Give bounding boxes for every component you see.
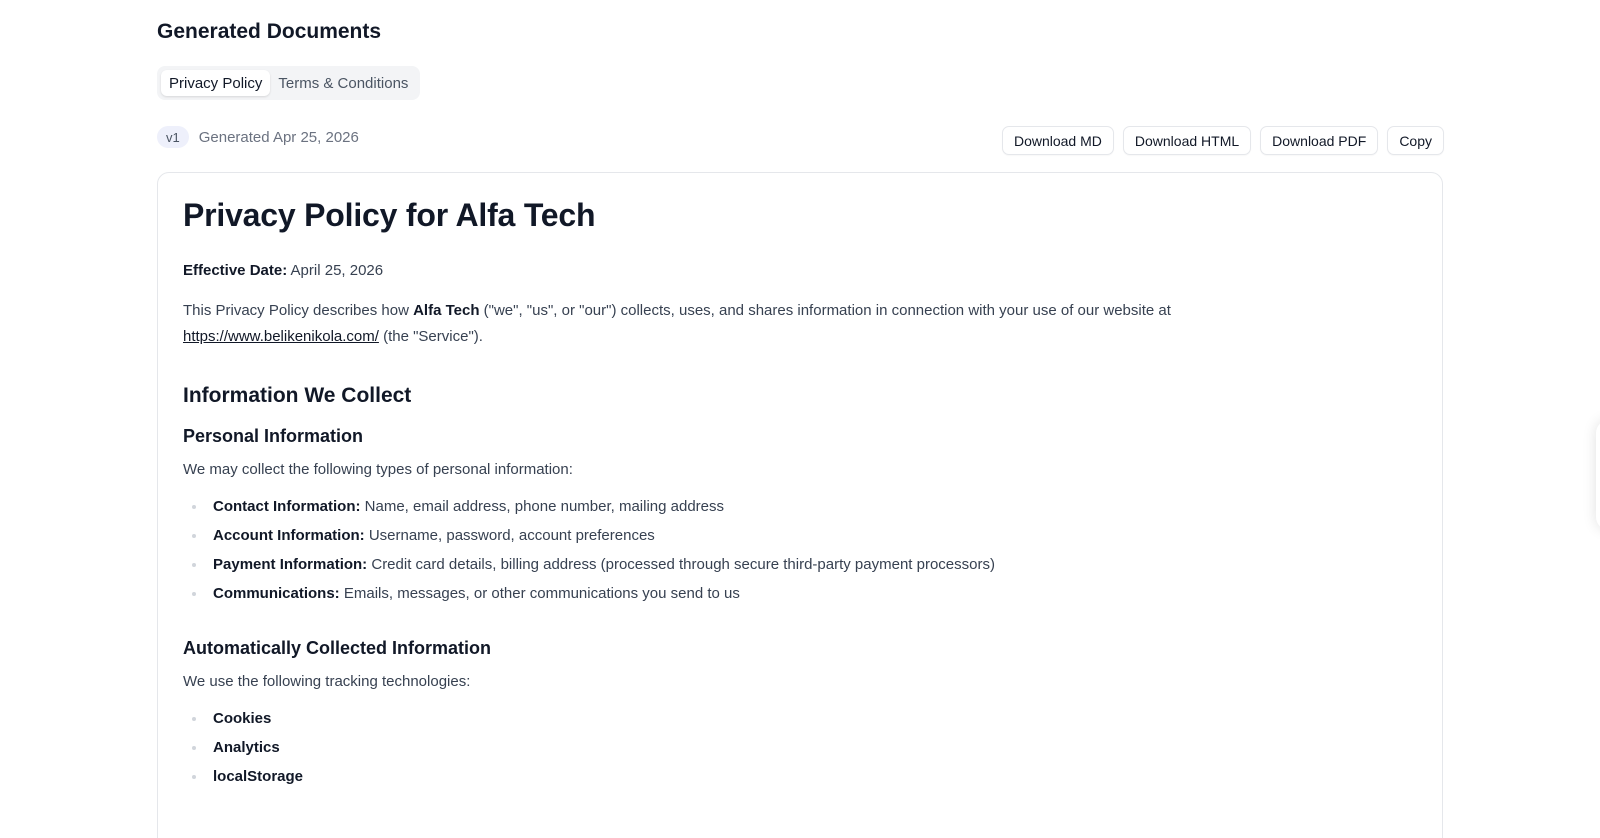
tab-privacy-policy[interactable]: Privacy Policy bbox=[161, 70, 270, 96]
download-md-button[interactable]: Download MD bbox=[1002, 126, 1114, 155]
version-badge: v1 bbox=[157, 126, 189, 148]
section-title: Generated Documents bbox=[157, 20, 382, 43]
side-panel-handle[interactable] bbox=[1596, 420, 1600, 530]
list-item bbox=[183, 492, 1417, 521]
heading-information-we-collect: Information We Collect bbox=[183, 384, 412, 407]
company-name: Alfa Tech bbox=[413, 302, 480, 319]
tracking-lead: We use the following tracking technologies: bbox=[183, 673, 471, 690]
list-item-label: Analytics bbox=[213, 739, 280, 756]
list-item bbox=[183, 733, 1417, 762]
document-meta bbox=[157, 126, 359, 148]
effective-date-value: April 25, 2026 bbox=[290, 262, 384, 279]
bullet-icon bbox=[192, 592, 196, 596]
bullet-icon bbox=[192, 563, 196, 567]
copy-button[interactable]: Copy bbox=[1387, 126, 1444, 155]
list-item bbox=[183, 521, 1417, 550]
intro-paragraph bbox=[183, 298, 1263, 350]
website-link[interactable]: https://www.belikenikola.com/ bbox=[183, 328, 379, 345]
tracking-list bbox=[183, 704, 1417, 791]
list-item bbox=[183, 550, 1417, 579]
download-html-button[interactable]: Download HTML bbox=[1123, 126, 1251, 155]
list-item-label: Account Information: bbox=[213, 527, 365, 544]
document-tabs bbox=[157, 66, 420, 100]
list-item-label: Communications: bbox=[213, 585, 340, 602]
heading-personal-information: Personal Information bbox=[183, 426, 364, 446]
list-item bbox=[183, 579, 1417, 608]
list-item-label: Contact Information: bbox=[213, 498, 361, 515]
list-item bbox=[183, 704, 1417, 733]
effective-date bbox=[183, 262, 1417, 279]
bullet-icon bbox=[192, 534, 196, 538]
list-item-text: Credit card details, billing address (processed through secure third-party payment processors) bbox=[367, 556, 995, 573]
heading-automatically-collected: Automatically Collected Information bbox=[183, 638, 492, 658]
personal-info-lead: We may collect the following types of personal information: bbox=[183, 461, 573, 478]
personal-info-list bbox=[183, 492, 1417, 608]
intro-text-middle: ("we", "us", or "our") collects, uses, and shares information in connection with your use of our website at bbox=[479, 302, 1171, 319]
list-item-label: localStorage bbox=[213, 768, 304, 785]
list-item bbox=[183, 762, 1417, 791]
tab-terms-conditions[interactable]: Terms & Conditions bbox=[278, 74, 409, 92]
list-item-text: Username, password, account preferences bbox=[364, 527, 655, 544]
bullet-icon bbox=[192, 775, 196, 779]
bullet-icon bbox=[192, 717, 196, 721]
intro-text-end: (the "Service"). bbox=[378, 328, 483, 345]
generated-date: Generated Apr 25, 2026 bbox=[198, 128, 359, 146]
effective-date-label: Effective Date: bbox=[183, 262, 288, 279]
document-title: Privacy Policy for Alfa Tech bbox=[183, 197, 596, 233]
download-pdf-button[interactable]: Download PDF bbox=[1260, 126, 1378, 155]
bullet-icon bbox=[192, 505, 196, 509]
bullet-icon bbox=[192, 746, 196, 750]
list-item-text: Emails, messages, or other communications you send to us bbox=[339, 585, 740, 602]
document-actions bbox=[1002, 126, 1444, 155]
intro-text-start: This Privacy Policy describes how bbox=[183, 302, 414, 319]
list-item-text: Name, email address, phone number, mailing address bbox=[360, 498, 725, 515]
list-item-label: Payment Information: bbox=[213, 556, 368, 573]
document-preview[interactable] bbox=[157, 172, 1443, 838]
list-item-label: Cookies bbox=[213, 710, 272, 727]
